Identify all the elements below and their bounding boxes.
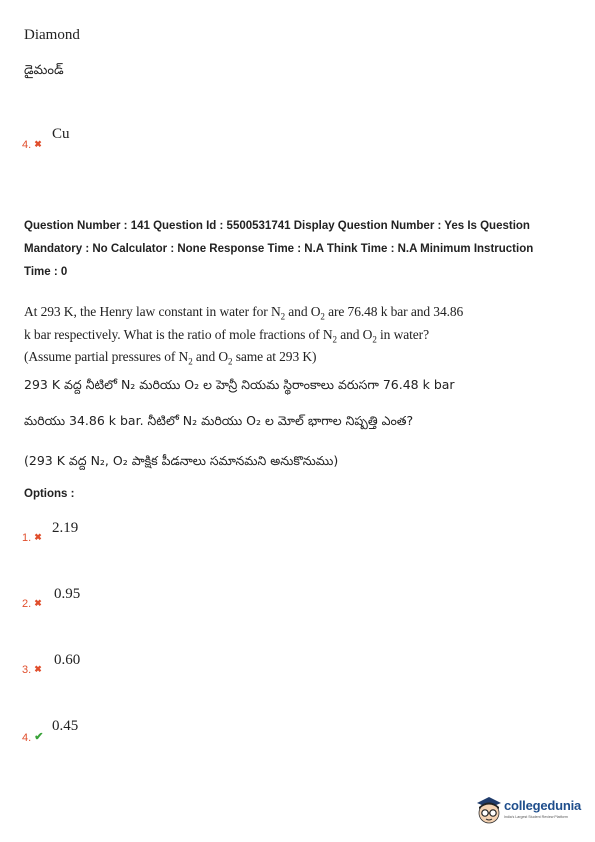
option-2-number: 2. ✖	[22, 598, 42, 610]
question-meta-line3: Time : 0	[24, 266, 68, 278]
question-te-line1: 293 K వద్ద నీటిలో N₂ మరియు O₂ ల హెన్రీ నియమ స్థిరాంకాలు వరుసగా 76.48 k bar	[24, 377, 455, 392]
question-te-line3: (293 K వద్ద N₂, O₂ పాక్షిక పీడనాలు సమానమని అనుకొనుము)	[24, 453, 339, 468]
wrong-mark-icon: ✖	[34, 598, 42, 608]
prev-option-4-value: Cu	[52, 126, 70, 142]
question-en-line1: At 293 K, the Henry law constant in water for $N_2$ and $O_2$ are 76.48 k bar and 34.86	[24, 304, 464, 322]
question-en-line3: (Assume partial pressures of $N_2$ and $O_2$ same at 293 K)	[24, 349, 317, 368]
prev-option-4-number: 4. ✖	[22, 139, 42, 151]
options-label: Options :	[24, 488, 75, 500]
logo-wordmark: collegedunia	[504, 798, 582, 813]
option-2-value: 0.95	[54, 586, 81, 602]
wrong-mark-icon: ✖	[34, 664, 42, 674]
option-3-value: 0.60	[54, 652, 81, 668]
question-meta-line2: Mandatory : No Calculator : None Response Time : N.A Think Time : N.A Minimum Instruction	[24, 243, 534, 255]
question-te-line2: మరియు 34.86 k bar. నీటిలో N₂ మరియు O₂ ల మోల్ భాగాల నిష్పత్తి ఎంత?	[24, 413, 414, 428]
wrong-mark-icon: ✖	[34, 139, 42, 149]
question-en-line2: k bar respectively. What is the ratio of mole fractions of $N_2$ and $O_2$ in water?	[24, 326, 429, 345]
option-4-number: 4. ✔	[22, 731, 44, 744]
collegedunia-logo	[474, 792, 592, 828]
option-1-number: 1. ✖	[22, 532, 42, 544]
mascot-icon	[474, 794, 504, 828]
question-meta	[24, 215, 584, 284]
logo-tagline: India's Largest Student Review Platform	[504, 815, 568, 819]
option-3-number: 3. ✖	[22, 664, 42, 676]
prev-option-text-te: డైమండ్	[24, 63, 64, 78]
question-text-en	[24, 303, 584, 371]
option-4-value: 0.45	[52, 718, 79, 734]
correct-mark-icon: ✔	[34, 731, 44, 743]
question-meta-line1: Question Number : 141 Question Id : 5500531741 Display Question Number : Yes Is Question	[24, 220, 530, 232]
option-1-value: 2.19	[52, 520, 79, 536]
wrong-mark-icon: ✖	[34, 532, 42, 542]
prev-option-text-en: Diamond	[24, 27, 80, 43]
